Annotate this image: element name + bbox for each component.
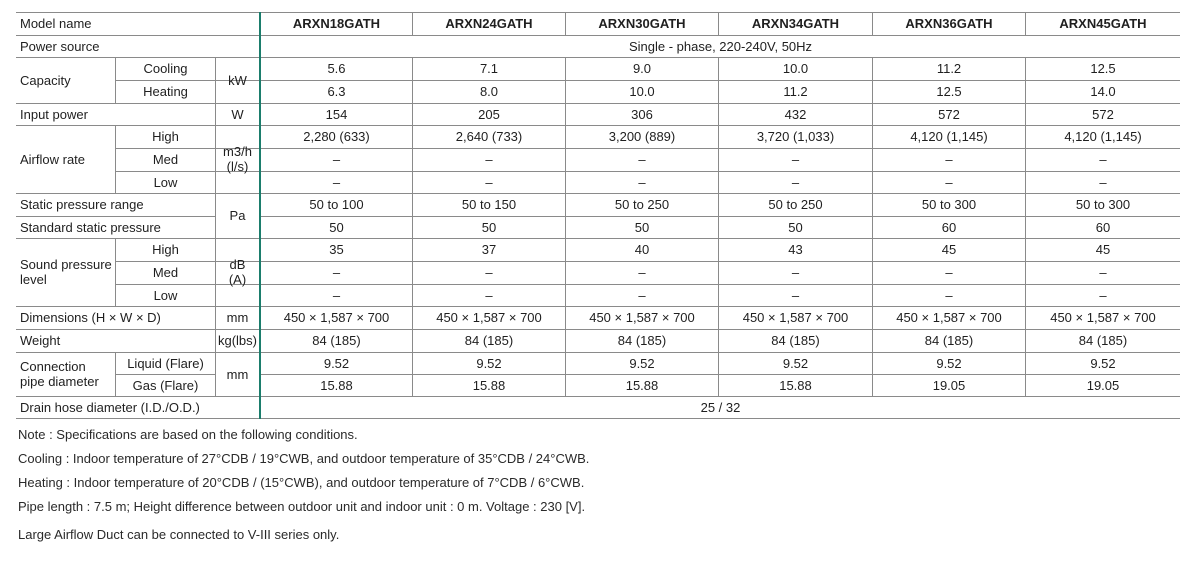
gas-value: 15.88: [625, 377, 659, 393]
airflow-med-label: Med: [152, 152, 179, 167]
cooling-value: 5.6: [327, 61, 346, 76]
airflow-med-value: –: [332, 152, 341, 167]
cooling-value: 12.5: [1090, 61, 1116, 76]
sound-pressure-label: [16, 238, 115, 306]
airflow-high-label: High: [152, 129, 179, 144]
pressure-standard-value: 50: [481, 219, 497, 235]
gas-value: 15.88: [320, 377, 353, 393]
weight-value: 84 (185): [924, 333, 974, 348]
airflow-unit-line2: (l/s): [226, 159, 249, 174]
sound-low-value: –: [1099, 287, 1107, 303]
airflow-high-value: 4,120 (1,145): [910, 129, 988, 144]
airflow-low-value: –: [332, 174, 341, 190]
pipe-label-line2: pipe diameter: [20, 374, 99, 389]
dimensions-value: 450 × 1,587 × 700: [742, 310, 849, 325]
sound-low-label: Low: [153, 287, 178, 303]
pressure-standard-value: 60: [1095, 219, 1111, 235]
sound-med-value: –: [332, 265, 341, 280]
liquid-label: Liquid (Flare): [127, 355, 204, 371]
airflow-label: Airflow rate: [20, 151, 86, 167]
input-power-value: 572: [938, 106, 960, 122]
airflow-med-value: –: [1099, 152, 1107, 167]
sound-low-value: –: [485, 287, 493, 303]
rule: [16, 418, 1180, 419]
weight-unit: kg(lbs): [217, 333, 257, 348]
pressure-range-value: 50 to 100: [309, 197, 364, 212]
heating-value: 8.0: [479, 84, 499, 99]
weight-value: 84 (185): [464, 333, 514, 348]
input-power-value: 306: [631, 106, 653, 122]
sound-med-value: –: [791, 265, 800, 280]
sound-high-value: 43: [788, 242, 803, 257]
drain-hose-value: 25 / 32: [700, 399, 741, 415]
sound-low-value: –: [945, 287, 953, 303]
liquid-value: 9.52: [629, 355, 655, 371]
airflow-med-value: –: [791, 152, 800, 167]
airflow-high-value: 2,280 (633): [303, 129, 370, 144]
sound-label-line1: Sound pressure: [20, 257, 112, 272]
pipe-label-line1: Connection: [20, 359, 86, 374]
cooling-value: 11.2: [936, 61, 962, 76]
sound-low-value: –: [332, 287, 341, 303]
dimensions-value: 450 × 1,587 × 700: [436, 310, 542, 325]
model-header: ARXN18GATH: [292, 16, 381, 31]
cooling-label: Cooling: [143, 61, 188, 76]
heating-value: 11.2: [783, 84, 808, 99]
input-power-label: Input power: [20, 106, 88, 122]
heating-value: 6.3: [327, 84, 346, 99]
sound-unit-line1: dB: [229, 257, 246, 272]
static-pressure-range-label: Static pressure range: [20, 197, 144, 212]
dimensions-value: 450 × 1,587 × 700: [896, 310, 1002, 325]
dimensions-value: 450 × 1,587 × 700: [589, 310, 695, 325]
model-header: ARXN36GATH: [905, 16, 993, 31]
pressure-range-value: 50 to 150: [461, 197, 517, 212]
sound-high-value: 45: [941, 242, 957, 257]
weight-value: 84 (185): [771, 333, 820, 348]
pressure-range-value: 50 to 300: [921, 197, 977, 212]
dimensions-value: 450 × 1,587 × 700: [1050, 310, 1156, 325]
airflow-low-value: –: [1099, 174, 1107, 190]
liquid-value: 9.52: [323, 355, 350, 371]
gas-label: Gas (Flare): [132, 377, 199, 393]
sound-med-value: –: [1099, 265, 1107, 280]
note-line: Note : Specifications are based on the following conditions.: [18, 427, 358, 442]
liquid-value: 9.52: [782, 355, 809, 371]
airflow-high-value: 4,120 (1,145): [1064, 129, 1142, 144]
pressure-unit: Pa: [229, 208, 246, 223]
pressure-range-value: 50 to 250: [768, 197, 823, 212]
weight-value: 84 (185): [617, 333, 667, 348]
cooling-value: 9.0: [632, 61, 652, 76]
gas-value: 15.88: [472, 377, 506, 393]
pressure-range-value: 50 to 300: [1075, 197, 1131, 212]
note-line: Heating : Indoor temperature of 20°CDB / (15°CWB), and outdoor temperature of 7°CDB / 6°CWB.: [18, 475, 585, 490]
sound-high-label: High: [152, 242, 179, 257]
sound-high-value: 37: [481, 242, 497, 257]
sound-low-value: –: [638, 287, 646, 303]
airflow-low-value: –: [485, 174, 493, 190]
input-power-value: 572: [1092, 106, 1114, 122]
heating-value: 10.0: [629, 84, 655, 99]
cooling-value: 10.0: [782, 61, 809, 76]
sound-med-label: Med: [152, 265, 179, 280]
input-power-value: 205: [478, 106, 500, 122]
liquid-value: 9.52: [476, 355, 502, 371]
note-line: Large Airflow Duct can be connected to V-III series only.: [18, 527, 340, 542]
airflow-high-value: 3,720 (1,033): [756, 129, 835, 144]
airflow-low-value: –: [791, 174, 800, 190]
sound-med-value: –: [945, 265, 953, 280]
model-name-label: Model name: [20, 16, 92, 31]
airflow-med-value: –: [945, 152, 953, 167]
sound-unit-line2: (A): [228, 272, 247, 287]
model-header: ARXN45GATH: [1059, 16, 1147, 31]
pressure-range-value: 50 to 250: [614, 197, 670, 212]
pipe-unit: mm: [226, 366, 249, 382]
pressure-standard-value: 50: [634, 219, 650, 235]
sound-high-value: 45: [1095, 242, 1111, 257]
airflow-low-value: –: [945, 174, 953, 190]
liquid-value: 9.52: [936, 355, 962, 371]
airflow-med-value: –: [485, 152, 493, 167]
input-power-value: 432: [784, 106, 807, 122]
heating-value: 12.5: [936, 84, 962, 99]
airflow-unit: [216, 125, 259, 193]
sound-med-value: –: [485, 265, 493, 280]
model-header: ARXN30GATH: [598, 16, 686, 31]
input-power-unit: W: [231, 106, 244, 122]
sound-high-value: 40: [634, 242, 650, 257]
airflow-low-label: Low: [153, 174, 178, 190]
input-power-value: 154: [325, 106, 348, 122]
note-line: Pipe length : 7.5 m; Height difference between outdoor unit and indoor unit : 0 m. Voltage : 230 [V].: [18, 499, 586, 514]
cooling-value: 7.1: [479, 61, 499, 76]
gas-value: 19.05: [1086, 377, 1120, 393]
capacity-unit: kW: [228, 72, 247, 88]
pressure-standard-value: 60: [941, 219, 957, 235]
power-source-label: Power source: [20, 38, 100, 54]
drain-hose-label: Drain hose diameter (I.D./O.D.): [20, 399, 200, 415]
airflow-high-value: 2,640 (733): [455, 129, 523, 144]
weight-value: 84 (185): [312, 333, 361, 348]
sound-low-value: –: [791, 287, 800, 303]
sound-unit: [216, 238, 259, 306]
pressure-standard-value: 50: [329, 219, 344, 235]
sound-high-value: 35: [329, 242, 344, 257]
spec-table: [16, 12, 1180, 419]
heating-value: 14.0: [1090, 84, 1116, 99]
gas-value: 15.88: [779, 377, 812, 393]
dimensions-label: Dimensions (H × W × D): [20, 310, 161, 325]
pipe-diameter-label: [16, 352, 115, 396]
model-header: ARXN24GATH: [445, 16, 533, 31]
capacity-label: Capacity: [20, 72, 71, 88]
sound-label-line2: level: [20, 272, 47, 287]
heating-label: Heating: [143, 84, 188, 99]
standard-static-pressure-label: Standard static pressure: [20, 219, 161, 235]
airflow-med-value: –: [638, 152, 646, 167]
power-source-value: Single - phase, 220-240V, 50Hz: [628, 38, 813, 54]
weight-value: 84 (185): [1078, 333, 1128, 348]
sound-med-value: –: [638, 265, 646, 280]
gas-value: 19.05: [932, 377, 966, 393]
liquid-value: 9.52: [1090, 355, 1116, 371]
pressure-standard-value: 50: [788, 219, 803, 235]
model-header: ARXN34GATH: [751, 16, 840, 31]
airflow-high-value: 3,200 (889): [608, 129, 676, 144]
airflow-low-value: –: [638, 174, 646, 190]
airflow-unit-line1: m3/h: [223, 144, 252, 159]
note-line: Cooling : Indoor temperature of 27°CDB / 19°CWB, and outdoor temperature of 35°CDB / 24°CWB.: [18, 451, 590, 466]
weight-label: Weight: [20, 333, 61, 348]
dimensions-value: 450 × 1,587 × 700: [283, 310, 390, 325]
dimensions-unit: mm: [226, 310, 249, 325]
